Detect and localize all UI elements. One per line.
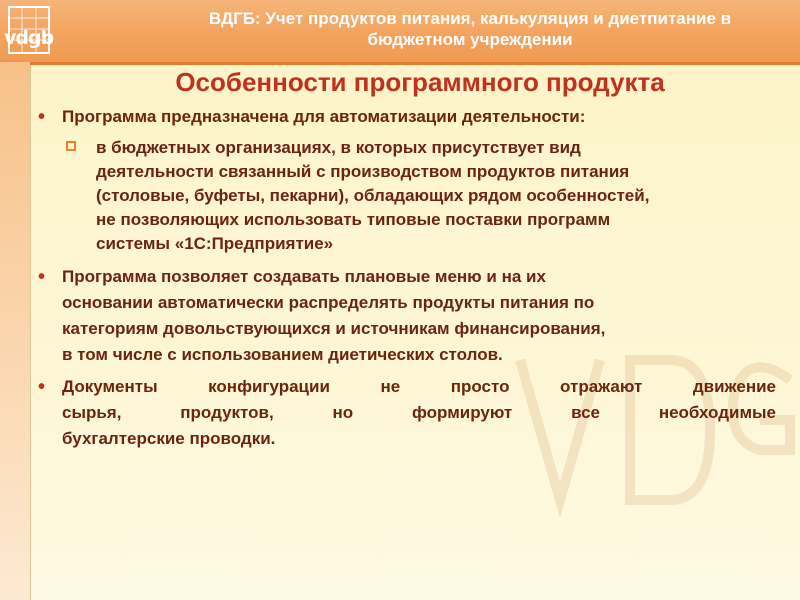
bullet-line: в том числе с использованием диетических столов.	[62, 345, 503, 364]
sub-bullet-line: системы «1С:Предприятие»	[96, 234, 334, 253]
bullet-dot-icon: •	[38, 106, 46, 128]
bullet-line: бухгалтерские проводки.	[62, 429, 276, 448]
sub-bullet-item	[36, 136, 776, 256]
sub-bullet-line: в бюджетных организациях, в которых присутствует вид	[96, 138, 581, 157]
bullet-item	[36, 264, 776, 368]
bullet-line: Программа позволяет создавать плановые меню и на их	[62, 267, 546, 286]
bullet-line: основании автоматически распределять продукты питания по	[62, 293, 595, 312]
bullet-line: Документы конфигурации не просто отражают движение	[62, 377, 776, 396]
header-title-line2: бюджетном учреждении	[367, 30, 573, 49]
bullet-item	[36, 374, 776, 452]
header-title-line1: ВДГБ: Учет продуктов питания, калькуляция и диетпитание в	[208, 9, 732, 28]
bullet-line: категориям довольствующихся и источникам финансирования,	[62, 319, 606, 338]
sub-bullet-line: не позволяющих использовать типовые поставки программ	[96, 210, 611, 229]
left-band	[0, 62, 30, 600]
panel-edge	[30, 65, 31, 600]
bullet-dot-icon: •	[38, 266, 46, 288]
bullet-line: сырья, продуктов, но формируют все необходимые	[62, 403, 776, 422]
bullet-item	[36, 104, 776, 130]
sub-bullet-line: (столовые, буфеты, пекарни), обладающих рядом особенностей,	[96, 186, 650, 205]
header-title	[150, 8, 790, 50]
square-bullet-icon	[66, 141, 76, 151]
bullet-text: Программа предназначена для автоматизации деятельности:	[62, 107, 586, 126]
bullet-dot-icon: •	[38, 376, 46, 398]
slide-body	[36, 104, 776, 458]
logo-text: vdgb	[4, 27, 54, 49]
sub-bullet-line: деятельности связанный с производством продуктов питания	[96, 162, 630, 181]
slide-title: Особенности программного продукта	[175, 67, 665, 97]
